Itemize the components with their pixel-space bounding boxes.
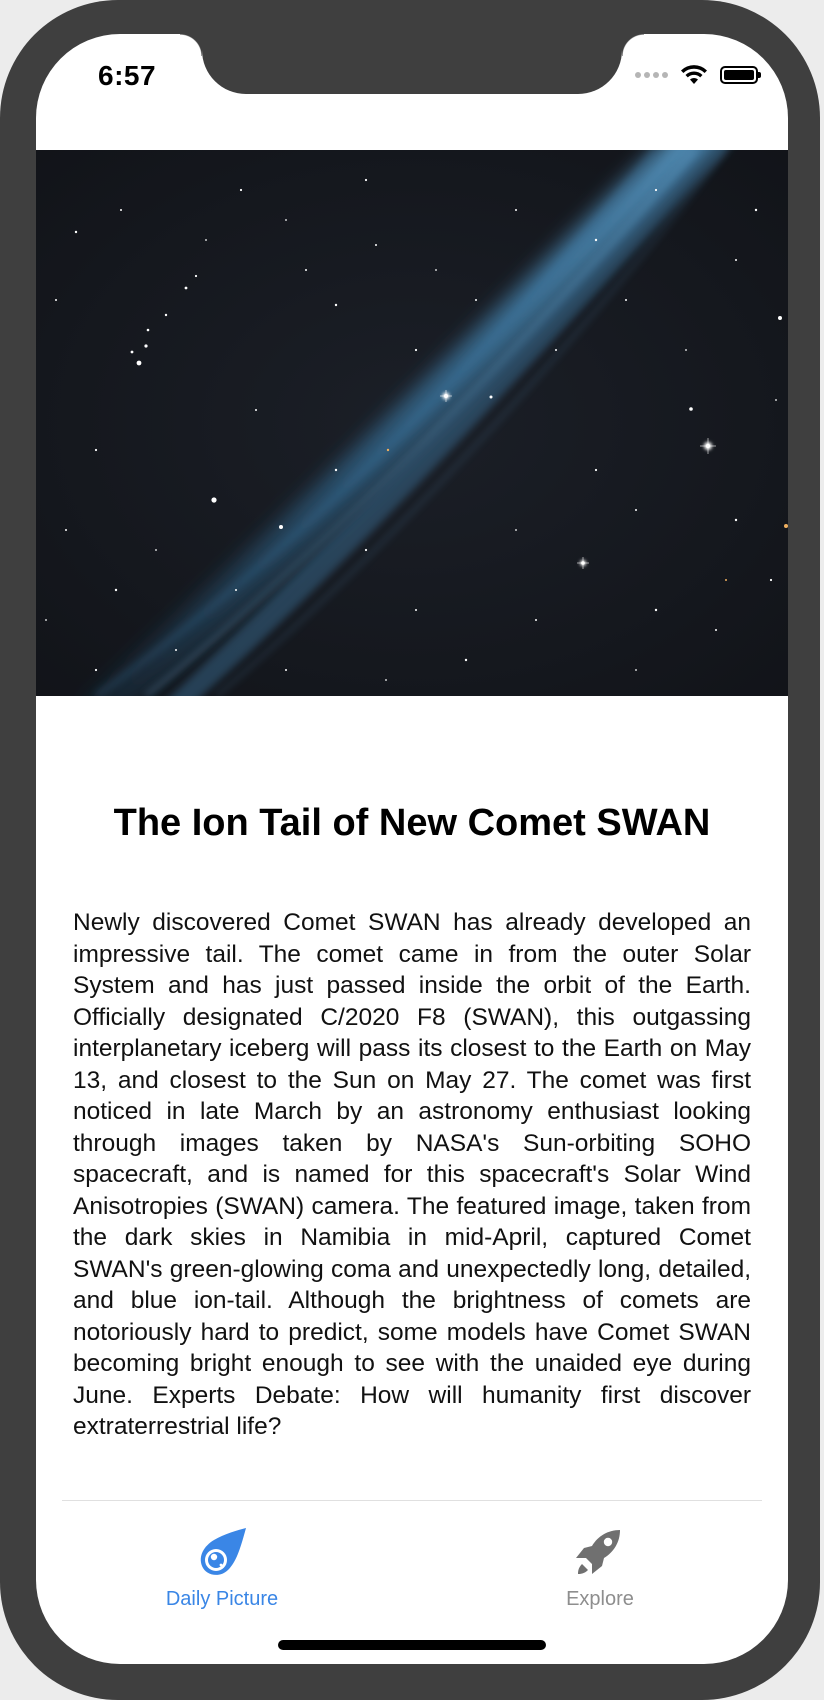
wifi-icon <box>680 64 708 86</box>
cellular-signal-icon <box>635 72 668 78</box>
battery-icon <box>720 66 758 84</box>
tab-daily-picture-label: Daily Picture <box>165 1588 279 1610</box>
apod-title: The Ion Tail of New Comet SWAN <box>113 802 711 844</box>
tab-explore-label: Explore <box>566 1588 634 1610</box>
tab-explore[interactable] <box>500 1526 700 1611</box>
rocket-icon <box>572 1526 628 1578</box>
device-notch <box>202 34 622 94</box>
app-screen <box>36 34 788 1664</box>
status-time: 6:57 <box>98 60 157 91</box>
tab-bar-divider <box>62 1500 762 1501</box>
comet-icon <box>194 1526 250 1578</box>
comet-swan-photo <box>36 150 788 696</box>
home-indicator[interactable] <box>278 1640 546 1650</box>
apod-explanation: Newly discovered Comet SWAN has already developed an impressive tail. The comet came in from the outer Solar System and has just passed inside the orbit of the Earth. Officially designated C/2020 F8 (SWAN), this outgassing interplanetary iceberg will pass its closest to the Earth on May 13, and closest to the Sun on May 27. The comet was first noticed in late March by an astronomy enthusiast looking through images taken by NASA's Sun-orbiting SOHO spacecraft, and is named for this spacecraft's Solar Wind Anisotropies (SWAN) camera. The featured image, taken from the dark skies in Namibia in mid-April, captured Comet SWAN's green-glowing coma and unexpectedly long, detailed, and blue ion-tail. Although the brightness of comets are notoriously hard to predict, some models have Comet SWAN becoming bright enough to see with the unaided eye during June. Experts Debate: How will humanity first discover extraterrestrial life? <box>73 909 751 1440</box>
tab-daily-picture[interactable] <box>122 1526 322 1611</box>
status-icons <box>635 64 758 86</box>
